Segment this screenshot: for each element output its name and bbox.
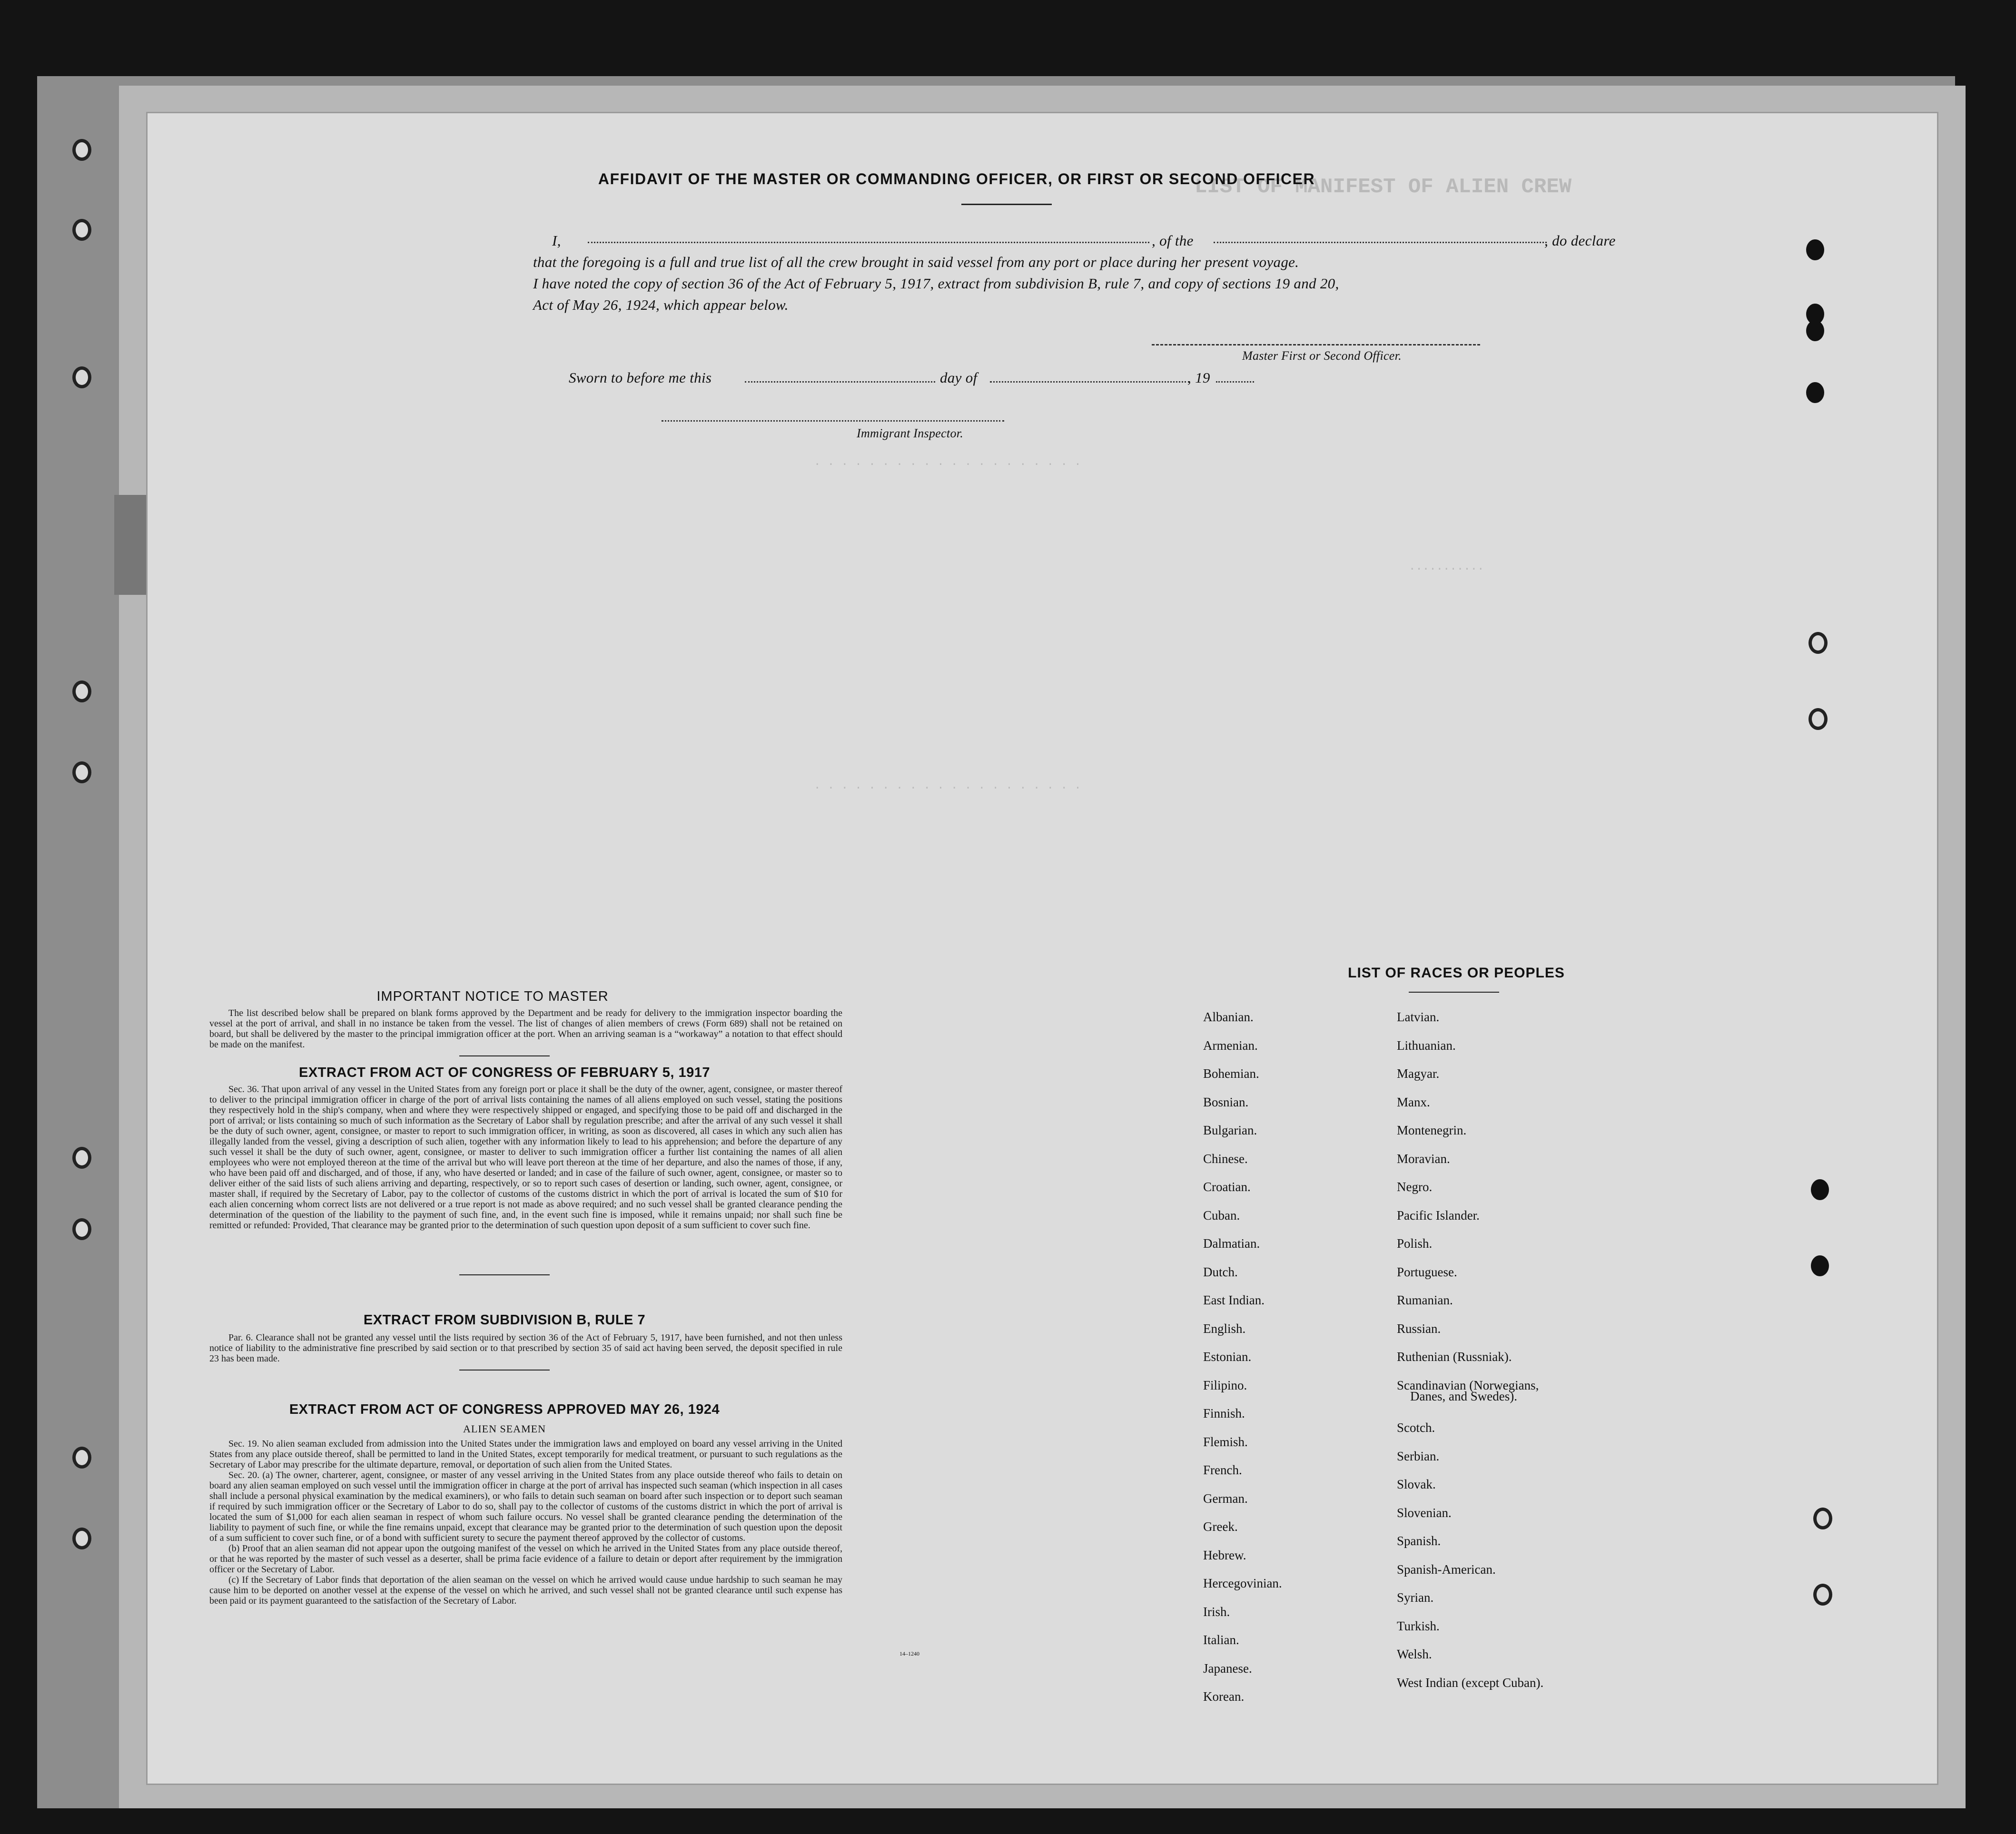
races-title: LIST OF RACES OR PEOPLES — [1348, 965, 1565, 981]
extract-1924-body — [209, 1439, 842, 1606]
race-item: Flemish. — [1203, 1434, 1248, 1449]
race-item: Portuguese. — [1397, 1264, 1457, 1279]
do-declare-label: , do declare — [1544, 232, 1616, 249]
master-signature-label: Master First or Second Officer. — [1242, 349, 1402, 363]
binder-hole — [72, 1528, 91, 1549]
race-item: Latvian. — [1397, 1010, 1440, 1024]
binder-hole — [72, 219, 91, 241]
name-blank[interactable] — [588, 242, 1149, 243]
affidavit-line-2: that the foregoing is a full and true list of all the crew brought in said vessel from any port or place during her present voyage. — [533, 254, 1299, 270]
race-item: Bulgarian. — [1203, 1123, 1257, 1137]
race-item: Turkish. — [1397, 1618, 1440, 1633]
race-item: Cuban. — [1203, 1208, 1240, 1223]
binder-hole — [72, 139, 91, 161]
punch-hole — [1808, 632, 1828, 654]
punch-hole — [1811, 1255, 1829, 1276]
sec-20b-text: (b) Proof that an alien seaman did not appear upon the outgoing manifest of the vessel on which he arrived in the United States from any place outside thereof, or that he was reported by the master of such vessel as a deserter, shall be prima facie evidence of a failure to detain or deport after requirement by the immigration officer or the Secretary of Labor. — [209, 1543, 842, 1575]
bleed-through: LIST OF MANIFEST OF ALIEN CREW — [1195, 175, 1572, 199]
extract-1917-rule — [459, 1274, 550, 1275]
race-item: Filipino. — [1203, 1378, 1247, 1392]
subdivision-title: EXTRACT FROM SUBDIVISION B, RULE 7 — [363, 1312, 646, 1328]
master-signature-blank[interactable] — [1152, 344, 1480, 345]
race-item: Negro. — [1397, 1180, 1433, 1194]
race-item: Syrian. — [1397, 1590, 1434, 1605]
sec-19-text: Sec. 19. No alien seaman excluded from admission into the United States under the immigration laws and employed on board any vessel arriving in the United States from any place outside thereof, shall be permitted to land in the United States, except temporarily for medical treatment, or pursuant to such regulations as the Secretary of Labor may prescribe for the ultimate departure, removal, or deportation of such alien from the United States. — [209, 1439, 842, 1470]
race-item: Bosnian. — [1203, 1094, 1249, 1109]
race-item: Manx. — [1397, 1094, 1430, 1109]
notice-title: IMPORTANT NOTICE TO MASTER — [376, 989, 609, 1004]
race-item: Slovenian. — [1397, 1505, 1452, 1520]
binder-hole — [72, 1447, 91, 1469]
extract-1917-body — [209, 1084, 842, 1231]
race-item: Magyar. — [1397, 1066, 1440, 1081]
affidavit-line-4: Act of May 26, 1924, which appear below. — [533, 296, 789, 313]
affidavit-line-3: I have noted the copy of section 36 of the Act of February 5, 1917, extract from subdivision B, rule 7, and copy of sections 19 and 20, — [533, 275, 1339, 292]
race-item: Greek. — [1203, 1519, 1238, 1534]
punch-hole — [1806, 239, 1824, 260]
race-item: Moravian. — [1397, 1151, 1450, 1166]
extract-1924-title: EXTRACT FROM ACT OF CONGRESS APPROVED MAY 26, 1924 — [289, 1402, 720, 1417]
races-rule — [1409, 992, 1499, 993]
race-item: Spanish. — [1397, 1534, 1441, 1548]
races-right-column — [1397, 1003, 1543, 1697]
race-item: Montenegrin. — [1397, 1123, 1467, 1137]
year-label: , 19 — [1187, 369, 1210, 386]
punch-hole — [1813, 1584, 1832, 1606]
binder-hole — [72, 366, 91, 388]
affidavit-title: AFFIDAVIT OF THE MASTER OR COMMANDING OFFICER, OR FIRST OR SECOND OFFICER — [598, 170, 1315, 187]
race-item: Danes, and Swedes). — [1410, 1389, 1517, 1403]
race-item: Dalmatian. — [1203, 1236, 1260, 1251]
punch-hole — [1806, 382, 1824, 403]
race-item: Pacific Islander. — [1397, 1208, 1480, 1223]
race-item: Rumanian. — [1397, 1293, 1453, 1307]
extract-1917-text: Sec. 36. That upon arrival of any vessel in the United States from any foreign port or place it shall be the duty of the owner, agent, consignee, or master thereof to deliver to the principal immigration officer in charge of the port of arrival lists containing the names of all aliens employed on such vessel, stating the positions they respectively hold in the ship's company, when and where they were respectively shipped or engaged, and specifying those to be paid off and discharged in the port of arrival; or lists containing so much of such information as the Secretary of Labor shall by regulation prescribe; and after the arrival of any such vessel it shall be the duty of such owner, agent, consignee, or master to report to such immigration officer, in writing, as soon as discovered, all cases in which any such alien has illegally landed from the vessel, giving a description of such alien, together with any information likely to lead to his apprehension; and before the departure of any such vessel it shall be the duty of such owner, agent, consignee, or master to deliver to such immigration officer a further list containing the names of all alien employees who were not employed thereon at the time of the arrival but who will leave port thereon at the time of her departure, and also the names of those, if any, who have been paid off and discharged, and of those, if any, who have deserted or landed; and in case of the failure of such owner, agent, consignee, or master so to deliver either of the said lists of such aliens arriving and departing, respectively, or so to report such cases of desertion or landing, such owner, agent, consignee, or master shall, if required by the Secretary of Labor, pay to the collector of customs of the customs district in which the port of arrival is located the sum of $10 for each alien concerning whom correct lists are not delivered or a true report is not made as above required; and no such vessel shall be granted clearance pending the determination of the question of the liability to the payment of such fine, and, in the event such fine is imposed, while it remains unpaid; nor shall such fine be remitted or refunded: Provided, That clearance may be granted prior to the determination of such question upon deposit of a sum sufficient to cover such fine. — [209, 1084, 842, 1231]
race-item: Hebrew. — [1203, 1548, 1246, 1562]
race-item: Albanian. — [1203, 1010, 1254, 1024]
race-item: Lithuanian. — [1397, 1038, 1456, 1053]
punch-hole — [1808, 708, 1828, 730]
binder-hole — [72, 1218, 91, 1240]
race-item: Armenian. — [1203, 1038, 1258, 1053]
race-item: Polish. — [1397, 1236, 1433, 1251]
race-item: East Indian. — [1203, 1293, 1265, 1307]
subdivision-text: Par. 6. Clearance shall not be granted any vessel until the lists required by section 36 of the Act of February 5, 1917, have been furnished, and not then unless notice of liability to the administrative fine prescribed by said section or to that prescribed by section 35 of said act having been served, the deposit specified in rule 23 has been made. — [209, 1332, 842, 1364]
subdivision-body — [209, 1332, 842, 1364]
alien-seamen-subtitle: ALIEN SEAMEN — [463, 1423, 546, 1435]
notice-rule — [459, 1055, 550, 1056]
sworn-year-blank[interactable] — [1216, 381, 1254, 383]
race-item: Slovak. — [1397, 1477, 1436, 1491]
race-item: French. — [1203, 1463, 1242, 1477]
race-item: Welsh. — [1397, 1647, 1432, 1661]
punch-hole — [1811, 1179, 1829, 1200]
binder-hole — [72, 1147, 91, 1169]
sec-20c-text: (c) If the Secretary of Labor finds that deportation of the alien seaman on the vessel on which he arrived would cause undue hardship to such seaman he may cause him to be deported on another vessel at the expense of the vessel on which he arrived, and such vessel shall not be granted clearance until such expense has been paid or its payment guaranteed to the satisfaction of the Secretary of Labor. — [209, 1575, 842, 1606]
race-item: Bohemian. — [1203, 1066, 1259, 1081]
page-tab — [114, 495, 152, 595]
punch-hole — [1806, 320, 1824, 341]
inspector-signature-label: Immigrant Inspector. — [857, 426, 964, 440]
race-item: Serbian. — [1397, 1449, 1440, 1463]
race-item: Ruthenian (Russniak). — [1397, 1350, 1512, 1364]
document-page — [148, 113, 1937, 1784]
sworn-label: Sworn to before me this — [569, 369, 712, 386]
notice-body — [209, 1008, 842, 1050]
race-item: West Indian (except Cuban). — [1397, 1675, 1544, 1690]
form-number: 14–1240 — [899, 1650, 919, 1657]
extract-1917-title: EXTRACT FROM ACT OF CONGRESS OF FEBRUARY 5, 1917 — [298, 1065, 711, 1080]
sworn-day-blank[interactable] — [745, 381, 935, 383]
affidavit-name-line — [552, 232, 561, 249]
race-item: Chinese. — [1203, 1151, 1248, 1166]
race-item: Spanish-American. — [1397, 1562, 1496, 1577]
title-rule — [961, 204, 1052, 205]
bleed-through: . . . . . . . . . . . . . . . . . . . . — [814, 456, 1081, 469]
race-item: Hercegovinian. — [1203, 1576, 1282, 1590]
of-the-label: , of the — [1152, 232, 1194, 249]
race-item: German. — [1203, 1491, 1248, 1506]
race-item: Scotch. — [1397, 1420, 1435, 1435]
race-item: Scandinavian (Norwegians, — [1397, 1378, 1539, 1392]
race-item: Russian. — [1397, 1321, 1441, 1336]
binder-hole — [72, 680, 91, 702]
race-item: Dutch. — [1203, 1264, 1238, 1279]
race-item: Korean. — [1203, 1689, 1245, 1704]
race-item: Italian. — [1203, 1633, 1239, 1647]
sworn-month-blank[interactable] — [990, 381, 1190, 383]
i-label: I, — [552, 232, 561, 249]
race-item: Croatian. — [1203, 1180, 1251, 1194]
sec-20a-text: Sec. 20. (a) The owner, charterer, agent, consignee, or master of any vessel arriving in the United States from any place outside thereof who fails to detain on board any alien seaman employed on such vessel until the immigration officer in charge at the port of arrival has inspected such seaman (which inspection in all cases shall include a personal physical examination by the medical examiners), or who fails to detain such seaman on board after such inspection or to deport such seaman if required by such immigration officer or the Secretary of Labor to do so, shall pay to the collector of customs of the customs district in which the port of arrival is located the sum of $1,000 for each alien seaman in respect of whom such failure occurs. No vessel shall be granted clearance pending the determination of the liability to payment of such fine, or while the fine remains unpaid, except that clearance may be granted prior to the determination of such question upon the deposit of a sum sufficient to cover such fine, or of a bond with sufficient surety to secure the payment thereof approved by the collector of customs. — [209, 1470, 842, 1543]
bleed-through: . . . . . . . . . . . . . . . . . . . . — [814, 779, 1081, 792]
inspector-signature-blank[interactable] — [662, 420, 1004, 422]
punch-hole — [1813, 1508, 1832, 1529]
race-item: English. — [1203, 1321, 1246, 1336]
race-item: Irish. — [1203, 1604, 1230, 1619]
binder-hole — [72, 761, 91, 783]
vessel-blank[interactable] — [1214, 242, 1547, 243]
notice-text: The list described below shall be prepared on blank forms approved by the Department and be ready for delivery to the immigration inspector boarding the vessel at the port of arrival, and shall in no instance be taken from the vessel. The list of changes of alien members of crews (Form 689) shall not be retained on board, but shall be delivered by the master to the principal immigration officer at the port. When an arriving seaman is a “workaway” a notation to that effect should be made on the manifest. — [209, 1008, 842, 1050]
day-of-label: day of — [940, 369, 978, 386]
bleed-through: ........... — [1409, 561, 1484, 573]
race-item: Finnish. — [1203, 1406, 1245, 1420]
subdivision-rule — [459, 1370, 550, 1371]
races-left-column — [1203, 1003, 1282, 1711]
race-item: Estonian. — [1203, 1350, 1252, 1364]
race-item: Japanese. — [1203, 1661, 1252, 1676]
